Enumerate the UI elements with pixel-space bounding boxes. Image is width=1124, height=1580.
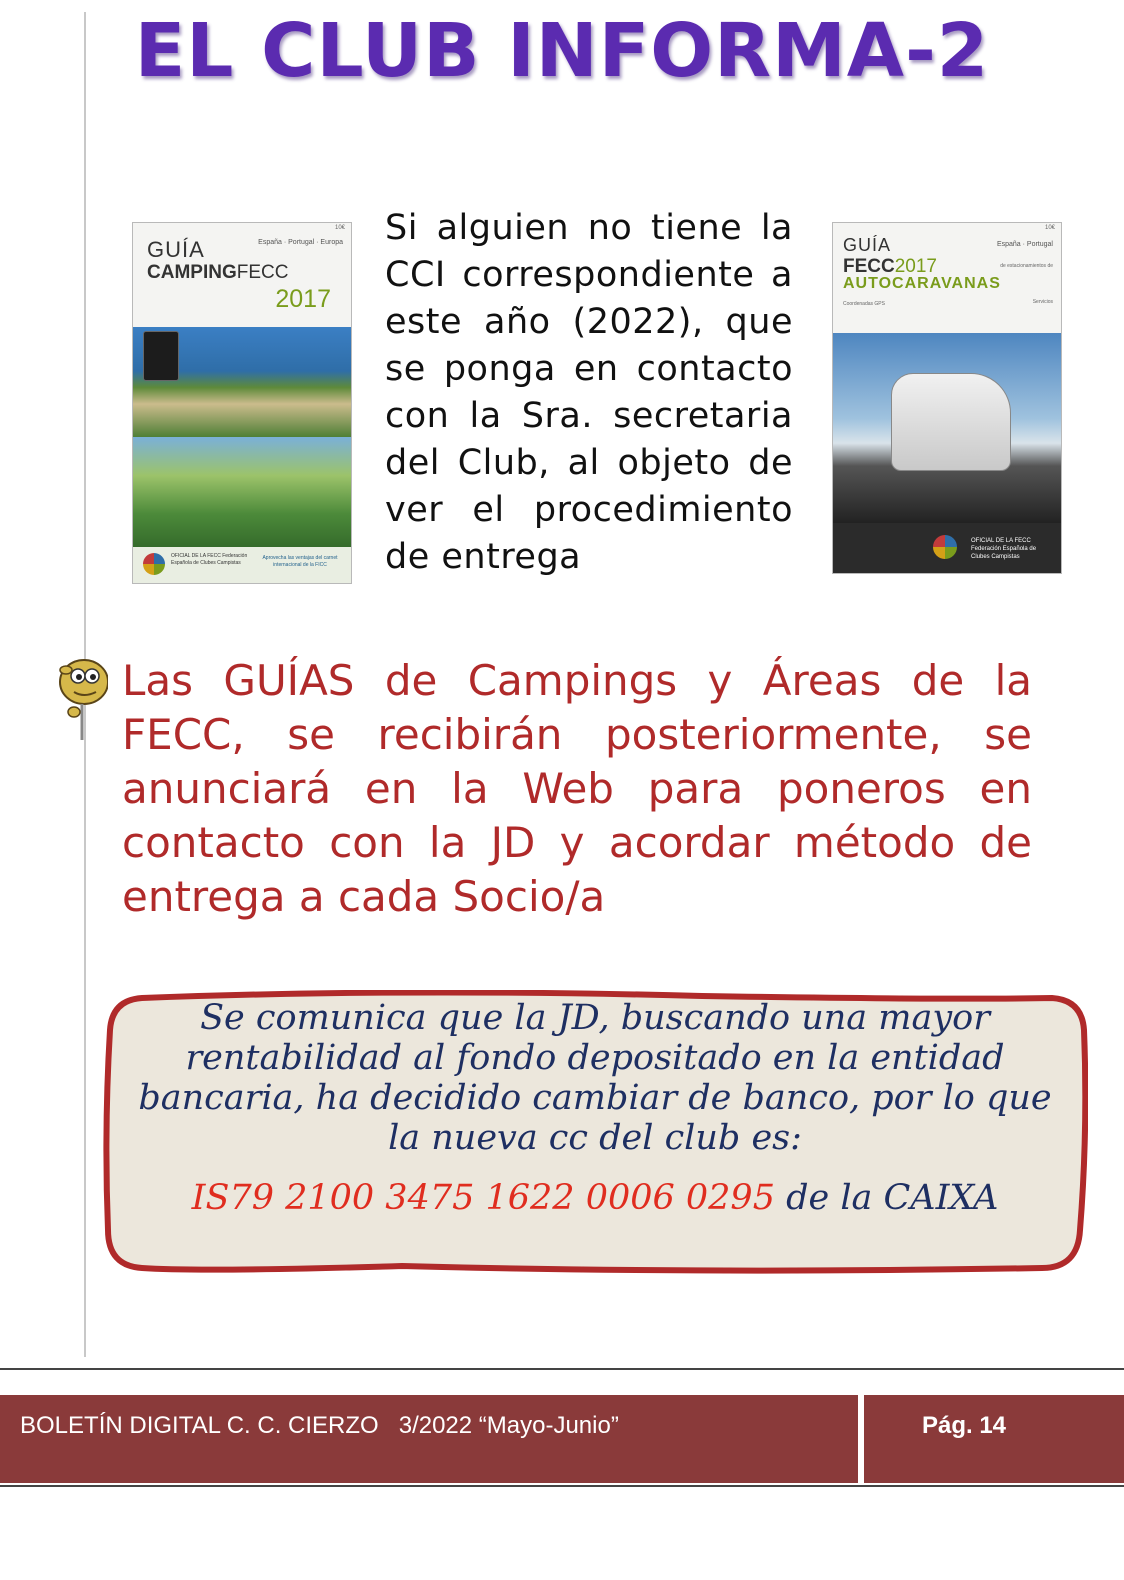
iban-number: IS79 2100 3475 1622 0006 0295	[191, 1178, 775, 1218]
book2-gps: Coordenadas GPS	[843, 301, 885, 307]
book2-title: FECC2017	[843, 256, 938, 277]
guia-camping-fecc-cover: 10€ GUÍA CAMPINGFECC España · Portugal · Europa 2017 OFICIAL DE LA FECC Federación Española de Clubes Campistas Aprovecha las ventajas del carnet internacional de la FICC	[132, 222, 352, 584]
book2-services: Servicios	[1032, 299, 1053, 305]
book2-autocaravanas: AUTOCARAVANAS	[843, 275, 1001, 292]
guias-notice: Las GUÍAS de Campings y Áreas de la FECC, se recibirán posteriormente, se anunciará en la Web para poneros en contacto con la JD y acordar método de entrega a cada Socio/a	[122, 656, 1032, 921]
book1-app-thumbnail	[143, 331, 179, 381]
fecc-logo-icon	[933, 535, 957, 559]
book2-guia: GUÍA	[843, 235, 892, 255]
iban-line	[122, 1178, 1068, 1218]
book1-region: España · Portugal · Europa	[258, 239, 343, 246]
peeking-mascot-icon	[52, 642, 108, 742]
bank-notice-box	[102, 990, 1088, 1275]
bank-notice-text: Se comunica que la JD, buscando una mayor rentabilidad al fondo depositado en la entidad bancaria, ha decidido cambiar de banco, por lo que la nueva cc del club es:	[138, 998, 1052, 1158]
cci-paragraph: Si alguien no tiene la CCI correspondiente a este año (2022), que se ponga en contacto con la Sra. secretaria del Club, al objeto de ver el procedimiento de entrega	[385, 208, 793, 577]
bank-name: de la CAIXA	[774, 1178, 999, 1218]
book1-year: 2017	[275, 285, 331, 313]
footer-rule-bottom	[0, 1485, 1124, 1487]
book2-subtitle: de estacionamientos de	[1000, 263, 1053, 269]
fecc-logo-icon	[143, 553, 165, 575]
motorhome-icon	[891, 373, 1011, 471]
book1-footer: OFICIAL DE LA FECC Federación Española de Clubes Campistas Aprovecha las ventajas del carnet internacional de la FICC	[133, 547, 351, 583]
book2-footer: OFICIAL DE LA FECC Federación Española de Clubes Campistas	[833, 523, 1061, 573]
footer-bulletin-title: BOLETÍN DIGITAL C. C. CIERZO 3/2022 “Mayo-Junio”	[20, 1412, 619, 1439]
book1-title: CAMPINGFECC	[147, 262, 289, 283]
book2-region: España · Portugal	[996, 241, 1053, 248]
guia-autocaravanas-cover: 10€ GUÍA España · Portugal FECC2017 de estacionamientos de AUTOCARAVANAS Coordenadas GPS Servicios OFICIAL DE LA FECC Federación Española de Clubes Campistas	[832, 222, 1062, 574]
page-number: Pág. 14	[921, 1412, 1007, 1439]
book1-guia: GUÍA	[147, 237, 205, 262]
footer-rule-top	[0, 1368, 1124, 1370]
book1-cycling-photo	[133, 437, 351, 547]
page-title: EL CLUB INFORMA-2	[134, 8, 990, 94]
